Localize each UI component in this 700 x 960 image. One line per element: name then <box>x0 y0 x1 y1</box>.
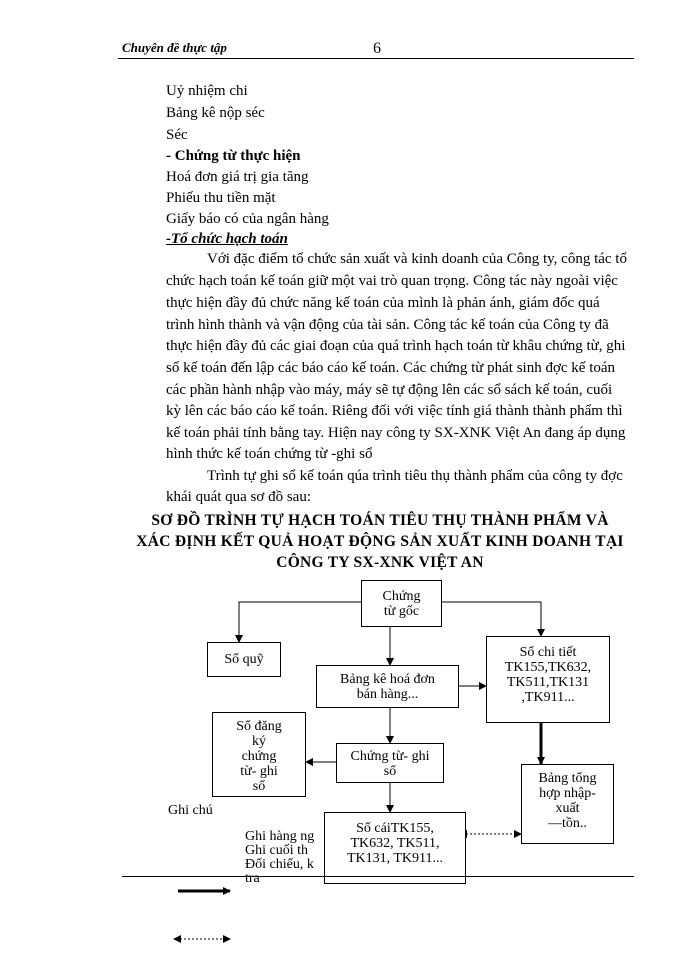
header-title: Chuyên đề thực tập <box>122 40 227 55</box>
box-so-quy <box>207 642 281 677</box>
box-line: bán hàng... <box>356 687 419 702</box>
box-line: ,TK911... <box>521 690 575 705</box>
list-item: Phiếu thu tiền mặt <box>166 190 276 206</box>
paragraph-line: các phần hành nhập vào máy, máy sẽ tự động lên các sổ sách kế toán, cuối <box>166 382 613 398</box>
box-chung-tu-ghi-so <box>336 743 444 783</box>
box-line: Chứng từ- ghi <box>350 749 430 764</box>
diagram-title-line: SƠ ĐỒ TRÌNH TỰ HẠCH TOÁN TIÊU THỤ THÀNH PHẨM VÀ <box>151 512 609 529</box>
list-item: Séc <box>166 127 188 143</box>
legend-label: Ghi chú <box>168 803 213 818</box>
box-line: TK131, TK911... <box>346 851 444 866</box>
list-item: Bảng kê nộp séc <box>166 105 265 121</box>
diagram-title-line: XÁC ĐỊNH KẾT QUẢ HOẠT ĐỘNG SẢN XUẤT KINH DOANH TẠI <box>136 533 624 550</box>
box-so-chi-tiet <box>486 636 610 723</box>
box-line: từ gốc <box>383 604 420 619</box>
box-line: —tồn.. <box>548 816 587 831</box>
box-line: Sổ cáiTK155, <box>356 821 434 836</box>
paragraph-line: Trình tự ghi sổ kế toán qúa trình tiêu thụ thành phẩm của công ty đợc <box>207 468 623 484</box>
arrow-to-so-quy <box>239 602 361 642</box>
box-line: chứng <box>241 749 277 764</box>
box-line: TK511,TK131 <box>506 675 590 690</box>
page-number: 6 <box>373 40 381 57</box>
box-chung-tu-goc <box>361 580 442 627</box>
section-heading: - Chứng từ thực hiện <box>166 148 301 164</box>
box-line: TK155,TK632, <box>504 660 592 675</box>
list-item: Giấy báo có của ngân hàng <box>166 211 329 227</box>
arrow-to-so-chi-tiet <box>442 602 541 636</box>
legend-item: Đối chiếu, k <box>245 857 314 872</box>
box-so-dang-ky <box>212 712 306 797</box>
paragraph-line: kỳ lên các báo cáo kế toán. Riêng đối với việc tính giá thành thành phẩm thì <box>166 403 623 419</box>
subheading: -Tổ chức hạch toán <box>166 231 288 247</box>
box-line: sổ <box>252 779 266 794</box>
legend-item: Ghi cuối th <box>245 843 308 858</box>
list-item: Hoá đơn giá trị gia tăng <box>166 169 309 185</box>
box-line: Bảng tổng <box>538 771 597 786</box>
diagram-title-line: CÔNG TY SX-XNK VIỆT AN <box>276 554 484 571</box>
box-line: hợp nhập- <box>539 786 596 801</box>
paragraph-line: khái quát qua sơ đồ sau: <box>166 489 311 505</box>
box-line: sổ <box>383 764 397 779</box>
box-line: Sổ đăng <box>236 719 282 734</box>
paragraph-line: thực hiện đầy đủ các giai đoạn của quá trình hạch toán từ khâu chứng từ, ghi <box>166 338 626 354</box>
legend-item: Ghi hàng ng <box>245 829 315 844</box>
box-bang-ke <box>316 665 459 708</box>
box-line: Sổ quỹ <box>224 652 264 667</box>
paragraph-line: sổ kế toán đến lập các báo cáo kế toán. Các chứng từ phát sinh đợc kế toán <box>166 360 616 376</box>
box-line: Sổ chi tiết <box>519 645 577 660</box>
list-item: Uỷ nhiệm chi <box>166 83 248 99</box>
box-line: Bảng kê hoá đơn <box>340 672 435 687</box>
paragraph-line: thực hiện đầy đủ chức năng kế toán của mình là phản ánh, giám đốc quá <box>166 295 600 311</box>
paragraph-line: hình thức kế toán chứng từ -ghi sổ <box>166 446 373 462</box>
paragraph-line: Với đặc điểm tổ chức sản xuất và kinh doanh của Công ty, công tác tổ <box>207 251 627 267</box>
paragraph-line: chức hạch toán kế toán giữ một vai trò quan trọng. Công tác này ngoài việc <box>166 273 618 289</box>
box-bang-tong-hop <box>521 764 614 844</box>
box-so-cai <box>324 812 466 884</box>
box-line: TK632, TK511, <box>350 836 440 851</box>
paragraph-line: kế toán phải tính bằng tay. Hiện nay công ty SX-XNK Việt An đang áp dụng <box>166 425 626 441</box>
box-line: Chứng <box>382 589 421 604</box>
paragraph-line: trình hình thành và vận động của tài sản. Công tác kế toán của Công ty đã <box>166 317 609 333</box>
legend-item: tra <box>245 871 260 886</box>
bottom-divider <box>122 876 634 877</box>
box-line: từ- ghi <box>240 764 278 779</box>
box-line: ký <box>252 734 266 749</box>
box-line: xuất <box>555 801 580 816</box>
